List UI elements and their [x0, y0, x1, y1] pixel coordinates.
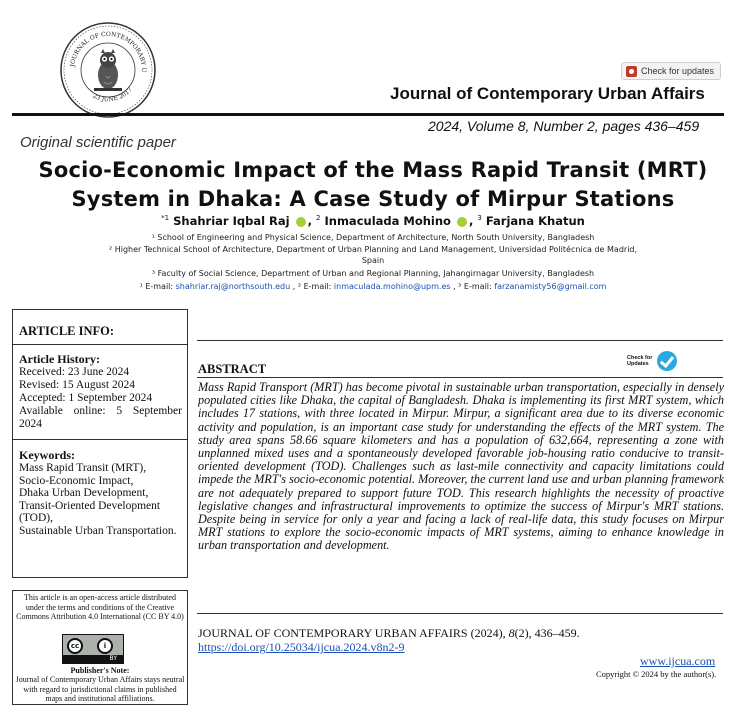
available-year: 2024	[19, 418, 42, 430]
checkmark-icon	[657, 351, 677, 371]
email-label: ¹ E-mail:	[139, 282, 174, 291]
copyright: Copyright © 2024 by the author(s).	[596, 669, 717, 679]
check-for-updates-button[interactable]	[621, 62, 721, 80]
author-name[interactable]: Inmaculada Mohino	[324, 214, 451, 228]
keyword: Dhaka Urban Development,	[19, 487, 149, 499]
paper-title	[0, 156, 746, 214]
volume-info: 2024, Volume 8, Number 2, pages 436–459	[428, 118, 700, 134]
publisher-note: Journal of Contemporary Urban Affairs stays neutral with regard to jurisdictional claims in published maps and institutional affiliations.	[15, 675, 185, 703]
journal-title: Journal of Contemporary Urban Affairs	[390, 84, 705, 103]
divider	[12, 344, 188, 345]
keyword: Socio-Economic Impact,	[19, 474, 134, 487]
abstract-body: Mass Rapid Transport (MRT) has become pivotal in sustainable urban transportation, especially in densely populated cities like Dhaka, the capital of Bangladesh. Dhaka is implementing its first MRT system, which includes 17 stations, with three located in Mirpur. Mirpur, a significant area due to its diverse economic activity and population, is an important case study for understanding the effects of the MRT system. The study area spans 58.66 square kilometers and has a population of 632,664, representing a zone with unplanned mixed uses and a spontaneously developed favorable job-housing ratio conducive to transit-oriented development (TOD). Challenges such as last-mile connectivity and capacity limitations could impede the MRT's socio-economic potential. Moreover, the current land use and urban planning framework are not adequately prepared to support future TOD. This research highlights the necessity of proactive legislative changes and infrastructural improvements to optimize the success of Mirpur's MRT stations. Despite being in service for only a year and facing a lack of real-life data, this study focuses on Mirpur MRT stations to explore the socio-economic impacts of MRT systems, aiming to enhance knowledge in urban transportation and development.	[198, 380, 724, 553]
abstract-heading: ABSTRACT	[198, 362, 267, 376]
divider	[197, 340, 723, 341]
author-list: $^{*1}$ Shahriar Iqbal Raj , $^2$ Inmaculada Mohino , $^3$ Farjana Khatun	[161, 214, 585, 228]
logo-date-text: 23 JUNE 2017	[91, 86, 134, 104]
email-link[interactable]: shahriar.raj@northsouth.edu	[175, 282, 291, 291]
doi-link[interactable]: https://doi.org/10.25034/ijcua.2024.v8n2-9	[198, 640, 405, 654]
email-label: , ³ E-mail:	[453, 282, 492, 291]
email-link[interactable]: farzanamisty56@gmail.com	[494, 282, 607, 291]
keywords-list	[19, 462, 187, 537]
affiliation: ³ Faculty of Social Science, Department of Urban and Regional Planning, Jahangirnagar University, Bangladesh	[151, 269, 595, 278]
paper-title-line-2: System in Dhaka: A Case Study of Mirpur Stations	[71, 187, 675, 211]
affiliation: ¹ School of Engineering and Physical Science, Department of Architecture, North South University, Bangladesh	[151, 233, 595, 242]
journal-logo	[58, 20, 158, 120]
keyword: (TOD),	[19, 512, 53, 524]
email-label: , ² E-mail:	[292, 282, 332, 291]
license-text: This article is an open-access article distributed under the terms and conditions of the Creative Commons Attribution 4.0 International (CC BY 4.0)	[16, 593, 184, 621]
check-updates-label: Check for updates	[641, 66, 715, 76]
paper-type: Original scientific paper	[20, 134, 176, 151]
article-history-heading: Article History:	[19, 352, 100, 366]
article-history	[19, 366, 184, 431]
check-badge-text: Check for Updates	[627, 355, 653, 367]
keyword: Mass Rapid Transit (MRT),	[19, 462, 147, 474]
check-for-updates-badge[interactable]	[627, 351, 679, 373]
author-mark: 3	[477, 214, 482, 223]
keyword: Transit-Oriented Development	[19, 499, 161, 512]
check-updates-icon	[626, 66, 637, 77]
accepted-date: Accepted: 1 September 2024	[19, 392, 153, 404]
author-name[interactable]: Farjana Khatun	[485, 214, 585, 228]
cc-by-badge[interactable]	[62, 634, 124, 664]
author-mark: 2	[316, 214, 321, 223]
revised-date: Revised: 15 August 2024	[19, 379, 135, 391]
cc-by-label: BY	[63, 655, 123, 663]
available-date: Available online: 5 September	[19, 405, 182, 417]
orcid-icon[interactable]	[457, 217, 467, 227]
author-mark: *1	[161, 214, 170, 223]
article-info-heading: ARTICLE INFO:	[19, 324, 115, 338]
orcid-icon[interactable]	[296, 217, 306, 227]
website-link[interactable]: www.ijcua.com	[640, 654, 716, 668]
keyword: Sustainable Urban Transportation.	[19, 524, 177, 537]
affiliation: Spain	[361, 256, 385, 265]
divider	[197, 377, 723, 378]
citation: JOURNAL OF CONTEMPORARY URBAN AFFAIRS (2024), 8(2), 436–459.	[198, 626, 580, 640]
person-icon: i	[97, 638, 113, 654]
affiliation: ² Higher Technical School of Architecture, Department of Urban Planning and Land Management, Universidad Politécnica de Madrid,	[108, 245, 638, 254]
paper-title-line-1: Socio-Economic Impact of the Mass Rapid Transit (MRT)	[38, 158, 708, 182]
divider	[12, 439, 188, 440]
author-name[interactable]: Shahriar Iqbal Raj	[173, 214, 290, 228]
received-date: Received: 23 June 2024	[19, 366, 130, 378]
keywords-heading: Keywords:	[19, 448, 75, 462]
divider	[197, 613, 723, 614]
citation-volume: 8	[508, 626, 515, 640]
article-info-box	[12, 309, 188, 578]
email-line	[0, 282, 746, 291]
logo-arc-text: JOURNAL OF CONTEMPORARY U	[69, 30, 148, 73]
header-divider	[12, 113, 724, 116]
publisher-note-heading: Publisher's Note:	[70, 666, 130, 675]
cc-icon: cc	[67, 638, 83, 654]
email-link[interactable]: inmaculada.mohino@upm.es	[333, 282, 451, 291]
